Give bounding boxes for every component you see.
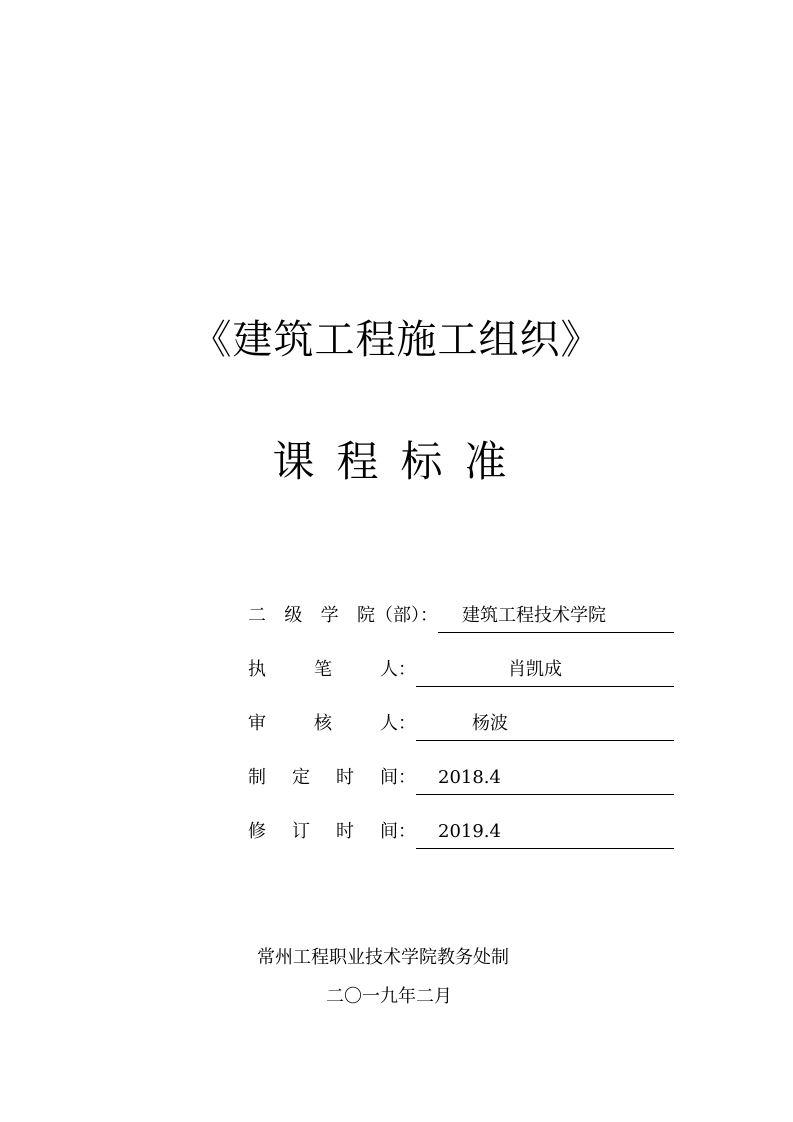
- field-reviewer-value: 杨波: [416, 708, 674, 741]
- field-college-value: 建筑工程技术学院: [438, 600, 674, 633]
- field-reviewer-label: 审 核 人：: [248, 713, 416, 734]
- field-reviewer: [248, 708, 674, 762]
- field-author: [248, 654, 674, 708]
- field-made-time: [248, 762, 674, 816]
- field-revised-time-value: 2019.4: [416, 816, 674, 849]
- field-college-label: 二 级 学 院（部）：: [248, 605, 438, 626]
- document-subtitle: 课程标准: [272, 437, 529, 486]
- field-author-label: 执 笔 人：: [248, 659, 416, 680]
- field-made-time-label: 制 定 时 间：: [248, 767, 416, 788]
- field-revised-time: [248, 816, 674, 870]
- info-block: [248, 600, 674, 870]
- field-author-value: 肖凯成: [416, 654, 674, 687]
- field-made-time-value: 2018.4: [416, 762, 674, 795]
- field-revised-time-label: 修 订 时 间：: [248, 821, 416, 842]
- footer-date: 二〇一九年二月: [326, 986, 452, 1007]
- footer-issuer: 常州工程职业技术学院教务处制: [257, 947, 509, 968]
- document-title: 《建筑工程施工组织》: [191, 317, 602, 363]
- field-college: [248, 600, 674, 654]
